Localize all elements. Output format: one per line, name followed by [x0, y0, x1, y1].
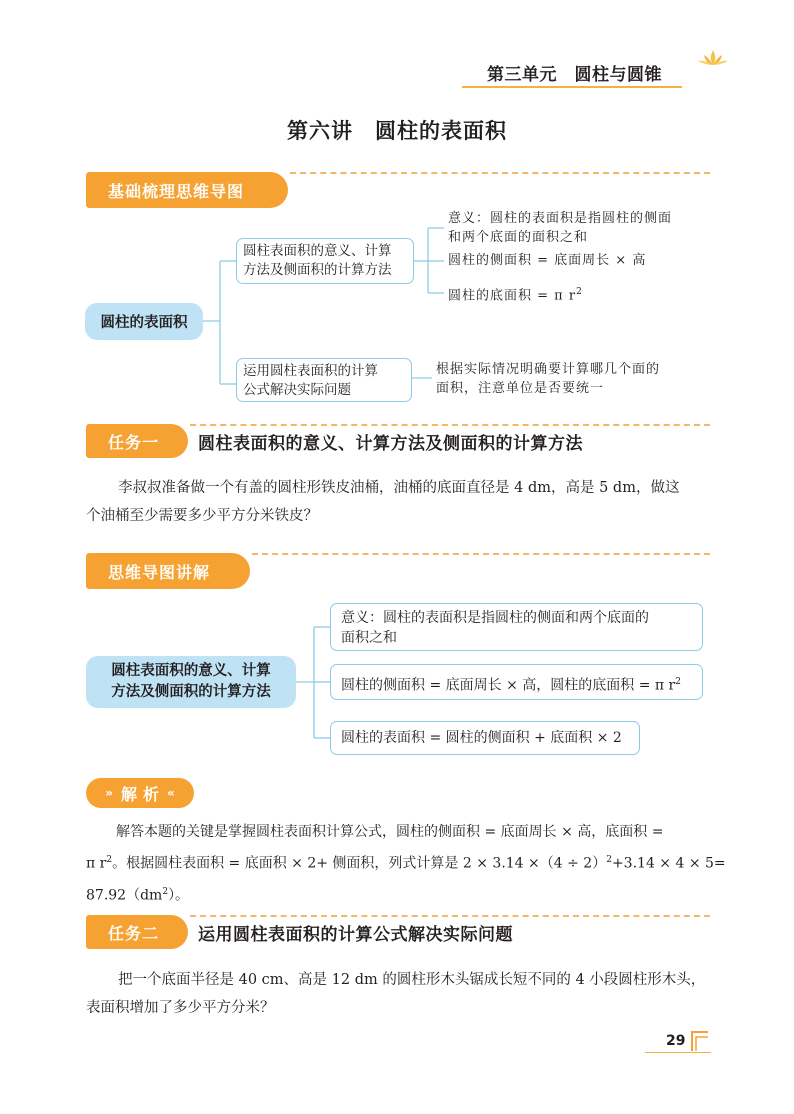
- problem-line: 表面积增加了多少平方分米？: [86, 1000, 275, 1016]
- branch-line: 圆柱表面积的意义、计算: [243, 243, 392, 259]
- note-line: 面积，注意单位是否要统一: [436, 381, 605, 396]
- task1-title: 圆柱表面积的意义、计算方法及侧面积的计算方法: [198, 434, 583, 454]
- task-tab-1: 任务一: [86, 424, 188, 458]
- unit-title: 第三单元 圆柱与圆锥: [487, 65, 662, 85]
- text-span: 87.92（dm: [86, 887, 163, 904]
- note-line: 根据实际情况明确要计算哪几个面的: [436, 362, 661, 377]
- branch-line: 运用圆柱表面积的计算: [243, 363, 378, 379]
- superscript: 2: [162, 886, 169, 897]
- text-span: 。根据圆柱表面积 = 底面积 × 2+ 侧面积，列式计算是 2 × 3.14 ×（4 ÷ 2）: [112, 855, 607, 872]
- chevron-right-icon: »: [105, 786, 113, 800]
- root-line: 圆柱表面积的意义、计算: [111, 663, 271, 679]
- note-application: [436, 360, 726, 398]
- footer-rule: [645, 1052, 711, 1053]
- superscript: 2: [576, 287, 583, 297]
- formula-text: 圆柱的侧面积 = 底面周长 × 高，圆柱的底面积 = π r: [341, 677, 676, 694]
- note-base-area: [448, 283, 583, 305]
- section-tab-basic-mindmap: 基础梳理思维导图: [86, 172, 288, 208]
- explanation-box-surface-area: 圆柱的表面积 = 圆柱的侧面积 + 底面积 × 2: [330, 721, 640, 755]
- task-tab-2: 任务二: [86, 915, 188, 949]
- analysis-line: 解答本题的关键是掌握圆柱表面积计算公式，圆柱的侧面积 = 底面周长 × 高，底面积 =: [116, 824, 664, 840]
- text-span: π r: [86, 855, 107, 872]
- page-corner-icon: [690, 1030, 710, 1052]
- analysis-text: [86, 818, 726, 909]
- root-line: 方法及侧面积的计算方法: [111, 684, 271, 700]
- text-span: ）。: [168, 887, 190, 904]
- chevron-left-icon: «: [167, 786, 175, 800]
- section-tab-explanation: 思维导图讲解: [86, 553, 250, 589]
- analysis-line: [86, 846, 726, 878]
- task1-problem: [86, 474, 726, 530]
- branch-line: 公式解决实际问题: [243, 382, 351, 398]
- base-area-text: 圆柱的底面积 = π r: [448, 288, 577, 304]
- box-line: 意义：圆柱的表面积是指圆柱的侧面和两个底面的: [341, 610, 649, 626]
- note-line: 意义：圆柱的表面积是指圆柱的侧面: [448, 211, 673, 226]
- analysis-badge: [86, 778, 194, 808]
- mindmap-branch-application: [236, 358, 412, 402]
- explanation-root: [86, 656, 296, 708]
- problem-line: 李叔叔准备做一个有盖的圆柱形铁皮油桶，油桶的底面直径是 4 dm，高是 5 dm，做这: [118, 480, 680, 496]
- superscript: 2: [675, 677, 681, 687]
- task2-title: 运用圆柱表面积的计算公式解决实际问题: [198, 925, 513, 945]
- explanation-box-meaning: [330, 603, 703, 651]
- mindmap-branch-meaning: [236, 238, 414, 284]
- note-lateral-area: 圆柱的侧面积 = 底面周长 × 高: [448, 253, 647, 268]
- problem-line: 把一个底面半径是 40 cm、高是 12 dm 的圆柱形木头锯成长短不同的 4 小段圆柱形木头，: [118, 972, 706, 988]
- note-meaning: [448, 209, 728, 247]
- explanation-box-formulas: [330, 664, 703, 700]
- mindmap-root: 圆柱的表面积: [85, 303, 203, 340]
- analysis-line: [86, 878, 726, 910]
- problem-line: 个油桶至少需要多少平方分米铁皮？: [86, 508, 318, 524]
- dashed-divider: [252, 553, 710, 555]
- task2-problem: [86, 966, 726, 1022]
- superscript: 2: [606, 855, 612, 865]
- page-number: 29: [666, 1033, 686, 1049]
- lecture-title: 第六讲 圆柱的表面积: [287, 119, 507, 143]
- branch-line: 方法及侧面积的计算方法: [243, 262, 392, 278]
- analysis-label: 解析: [120, 784, 165, 804]
- superscript: 2: [106, 855, 113, 865]
- note-line: 和两个底面的面积之和: [448, 230, 589, 245]
- dashed-divider: [190, 915, 710, 917]
- dashed-divider: [190, 424, 710, 426]
- text-span: +3.14 × 4 × 5=: [611, 855, 726, 872]
- box-line: 面积之和: [341, 630, 397, 646]
